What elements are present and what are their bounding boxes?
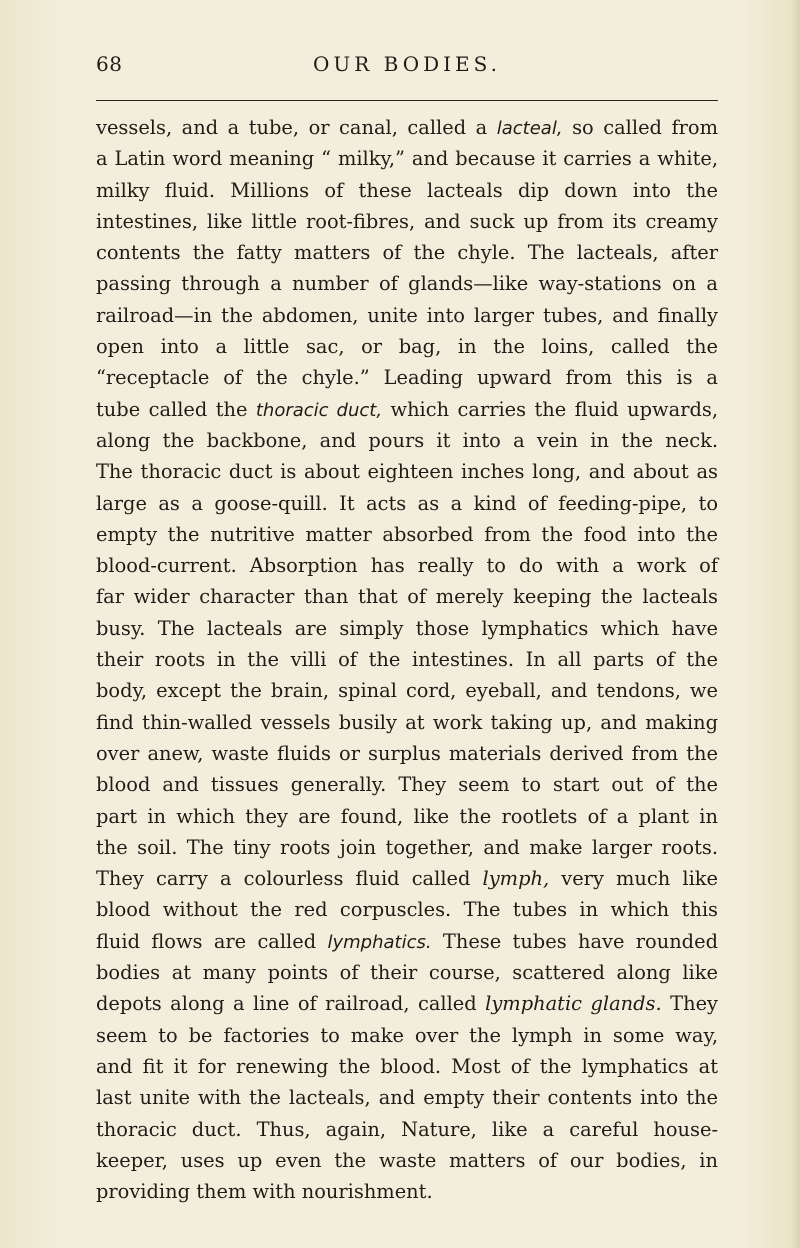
- text-line: [96, 112, 718, 143]
- text-line: [96, 613, 718, 644]
- text-segment: The thoracic duct is about eighteen inches long, and about as: [96, 460, 718, 484]
- text-segment: far wider character than that of merely keeping the lacteals: [96, 585, 718, 609]
- text-segment: last unite with the lacteals, and empty their contents into the: [96, 1086, 718, 1110]
- text-line: [96, 456, 718, 487]
- text-segment: These tubes have rounded: [431, 929, 718, 953]
- text-line: [96, 769, 718, 800]
- text-line: [96, 988, 718, 1019]
- text-line: [96, 143, 718, 174]
- body-paragraph: [96, 112, 718, 1207]
- text-line: [96, 957, 718, 988]
- italic-term: lacteal,: [496, 118, 563, 139]
- italic-term: lymphatic glands.: [485, 992, 662, 1016]
- text-segment: over anew, waste fluids or surplus materials derived from the: [96, 741, 718, 765]
- text-line: [96, 863, 718, 894]
- text-segment: a Latin word meaning “ milky,” and because it carries a white,: [96, 147, 718, 171]
- text-segment: They: [661, 992, 719, 1016]
- text-segment: keeper, uses up even the waste matters of our bodies, in: [96, 1148, 718, 1172]
- text-segment: providing them with nourishment.: [96, 1180, 433, 1204]
- text-line: [96, 175, 718, 206]
- text-line: [96, 832, 718, 863]
- text-segment: milky fluid. Millions of these lacteals dip down into the: [96, 178, 718, 202]
- text-segment: large as a goose-quill. It acts as a kind of feeding-pipe, to: [96, 491, 718, 515]
- text-segment: blood and tissues generally. They seem to start out of the: [96, 773, 718, 797]
- text-segment: depots along a line of railroad, called: [96, 992, 486, 1016]
- text-line: [96, 425, 718, 456]
- text-segment: open into a little sac, or bag, in the loins, called the: [96, 335, 718, 359]
- text-segment: seem to be factories to make over the lymph in some way,: [96, 1023, 718, 1047]
- text-segment: empty the nutritive matter absorbed from the food into the: [96, 522, 718, 546]
- text-segment: body, except the brain, spinal cord, eyeball, and tendons, we: [96, 679, 718, 703]
- text-segment: so called from: [562, 116, 718, 139]
- text-segment: railroad—in the abdomen, unite into larger tubes, and finally: [96, 303, 718, 327]
- text-line: [96, 237, 718, 268]
- text-segment: blood-current. Absorption has really to do with a work of: [96, 554, 718, 578]
- running-head: [96, 52, 718, 82]
- text-line: [96, 1082, 718, 1113]
- text-segment: “receptacle of the chyle.” Leading upward from this is a: [96, 366, 718, 390]
- text-segment: contents the fatty matters of the chyle. The lacteals, after: [96, 241, 718, 265]
- text-line: [96, 1145, 718, 1176]
- text-segment: passing through a number of glands—like way-stations on a: [96, 272, 718, 296]
- text-segment: the soil. The tiny roots join together, and make larger roots.: [96, 835, 718, 859]
- text-segment: very much like: [549, 867, 718, 891]
- text-line: [96, 394, 718, 425]
- text-line: [96, 581, 718, 612]
- text-segment: and fit it for renewing the blood. Most of the lymphatics at: [96, 1054, 718, 1078]
- text-line: [96, 519, 718, 550]
- text-line: [96, 331, 718, 362]
- text-line: [96, 300, 718, 331]
- text-line: [96, 1176, 718, 1207]
- text-line: [96, 550, 718, 581]
- page-number: 68: [96, 52, 123, 76]
- text-segment: bodies at many points of their course, scattered along like: [96, 961, 718, 985]
- text-line: [96, 894, 718, 925]
- text-line: [96, 926, 718, 957]
- text-segment: find thin-walled vessels busily at work taking up, and making: [96, 710, 718, 734]
- header-rule: [96, 100, 718, 101]
- text-segment: thoracic duct. Thus, again, Nature, like a careful house-: [96, 1117, 718, 1141]
- text-line: [96, 707, 718, 738]
- text-segment: vessels, and a tube, or canal, called a: [96, 116, 497, 139]
- italic-term: lymph,: [482, 867, 550, 891]
- text-segment: along the backbone, and pours it into a vein in the neck.: [96, 428, 718, 452]
- text-line: [96, 362, 718, 393]
- text-segment: busy. The lacteals are simply those lymphatics which have: [96, 616, 718, 640]
- text-line: [96, 1020, 718, 1051]
- text-segment: which carries the fluid upwards,: [382, 397, 718, 421]
- text-line: [96, 644, 718, 675]
- text-line: [96, 801, 718, 832]
- text-segment: intestines, like little root-fibres, and suck up from its creamy: [96, 209, 718, 233]
- text-segment: They carry a colourless fluid called: [96, 867, 483, 891]
- text-segment: blood without the red corpuscles. The tubes in which this: [96, 898, 718, 922]
- text-segment: their roots in the villi of the intestines. In all parts of the: [96, 648, 718, 672]
- text-line: [96, 488, 718, 519]
- text-line: [96, 206, 718, 237]
- text-line: [96, 1114, 718, 1145]
- italic-term: thoracic duct,: [255, 399, 383, 421]
- text-segment: tube called the: [96, 397, 256, 421]
- text-line: [96, 268, 718, 299]
- italic-term: lymphatics.: [327, 931, 432, 953]
- text-line: [96, 1051, 718, 1082]
- text-line: [96, 738, 718, 769]
- text-segment: fluid flows are called: [96, 929, 328, 953]
- running-title: OUR BODIES.: [312, 52, 501, 76]
- page-edge-shadow: [790, 0, 800, 1248]
- text-line: [96, 675, 718, 706]
- text-segment: part in which they are found, like the rootlets of a plant in: [96, 804, 718, 828]
